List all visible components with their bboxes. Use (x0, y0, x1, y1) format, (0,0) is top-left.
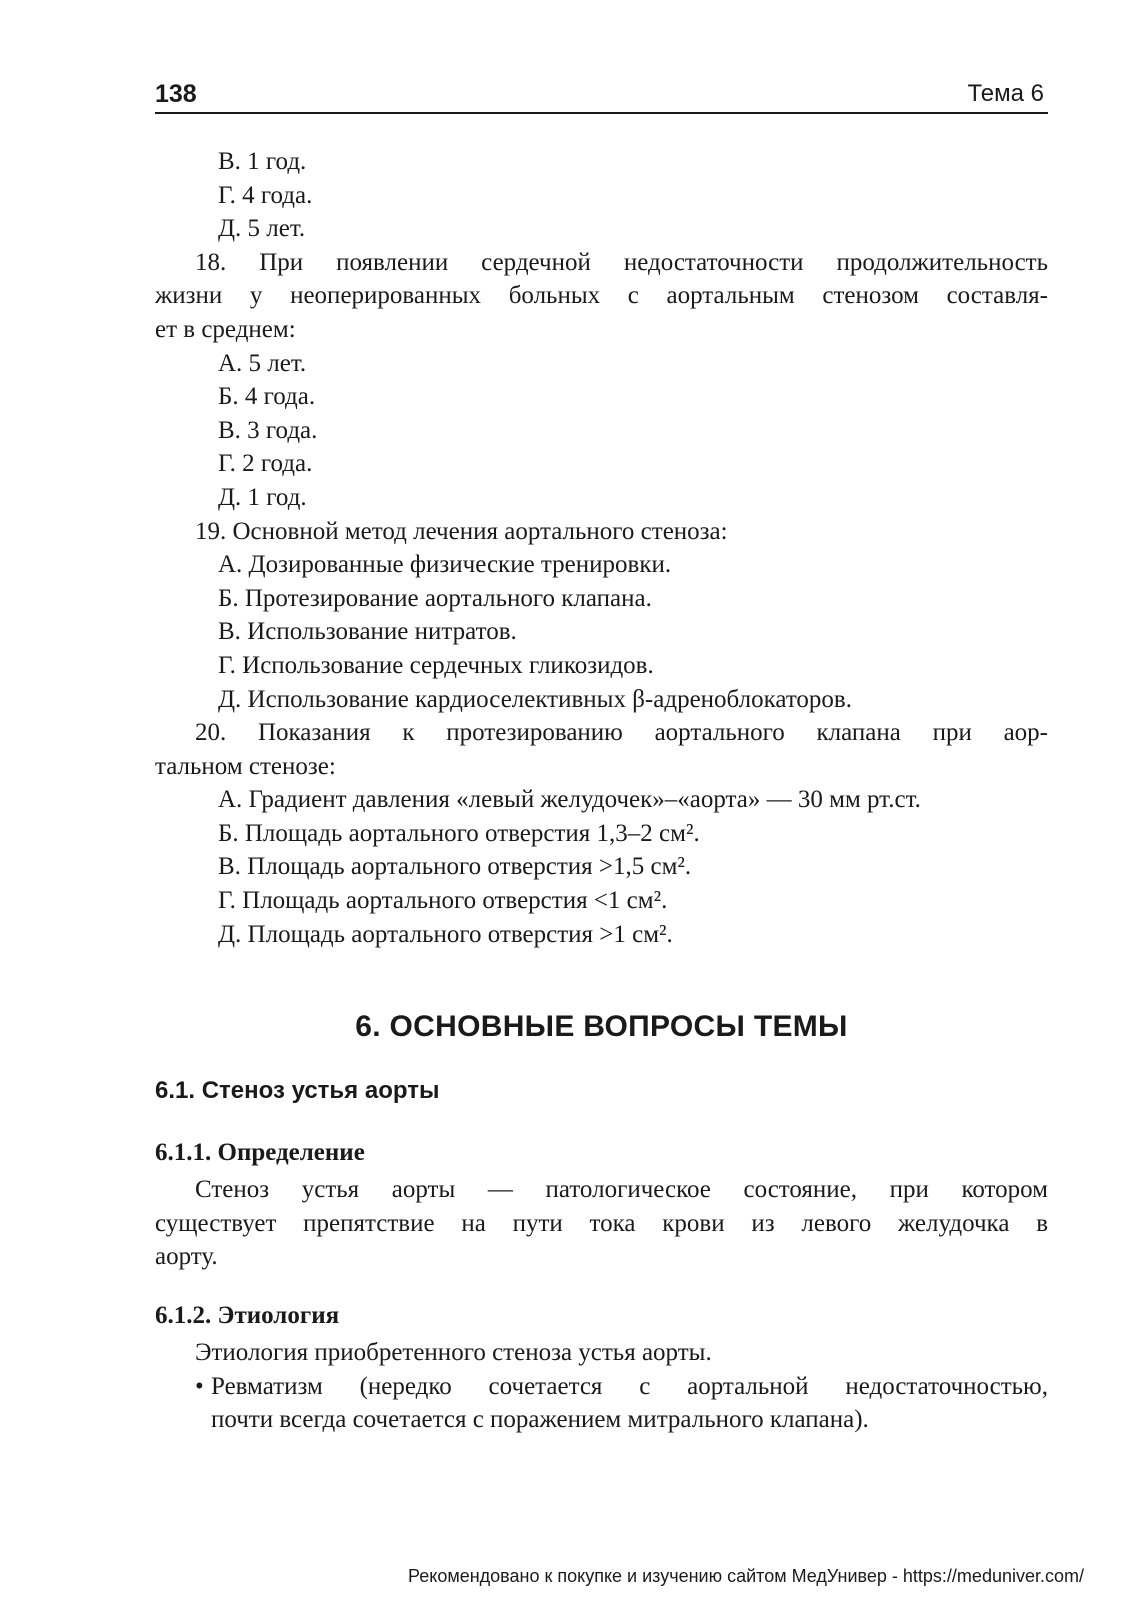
answer-option: Д. 1 год. (218, 483, 307, 511)
answer-option: А. Дозированные физические тренировки. (218, 551, 672, 579)
bullet-text: почти всегда сочетается с поражением митрального клапана). (211, 1406, 869, 1434)
definition-paragraph: Стеноз устья аорты — патологическое состояние, при котором (195, 1176, 1048, 1204)
question-20-text: 20. Показания к протезированию аортального клапана при аор- (195, 719, 1048, 747)
answer-option: Г. 4 года. (218, 181, 313, 209)
question-19-text: 19. Основной метод лечения аортального стеноза: (195, 517, 728, 545)
answer-option: Д. Использование кардиоселективных β-адреноблокаторов. (218, 685, 852, 713)
definition-paragraph: существует препятствие на пути тока крови из левого желудочка в (155, 1209, 1048, 1237)
answer-option: Б. Протезирование аортального клапана. (218, 584, 652, 612)
running-title: Тема 6 (967, 80, 1044, 107)
question-20-text: тальном стенозе: (155, 752, 336, 780)
answer-option: В. Использование нитратов. (218, 618, 517, 646)
answer-option: Д. 5 лет. (218, 215, 306, 243)
footer-note: Рекомендовано к покупке и изучению сайтом МедУнивер - https://meduniver.com/ (408, 1566, 1084, 1586)
bullet-item (155, 1370, 1048, 1404)
bullet-text: Ревматизм (нередко сочетается с аортальной недостаточностью, (211, 1372, 1048, 1400)
definition-heading: 6.1.1. Определение (155, 1139, 365, 1167)
subsection-heading: 6.1. Стеноз устья аорты (155, 1077, 440, 1105)
etiology-intro: Этиология приобретенного стеноза устья аорты. (195, 1339, 712, 1367)
answer-option: Г. Площадь аортального отверстия <1 см². (218, 887, 668, 915)
bullet-icon: • (195, 1372, 204, 1400)
page-number: 138 (155, 80, 197, 108)
page-content (155, 145, 1048, 1437)
spacer (155, 951, 1048, 997)
answer-option: В. Площадь аортального отверстия >1,5 см². (218, 853, 692, 881)
answer-option: А. 5 лет. (218, 349, 307, 377)
answer-option: Г. 2 года. (218, 450, 313, 478)
section-heading: 6. ОСНОВНЫЕ ВОПРОСЫ ТЕМЫ (355, 1010, 848, 1044)
answer-option: Б. 4 года. (218, 383, 316, 411)
question-18-text: жизни у неоперированных больных с аортальным стенозом составля- (155, 282, 1048, 310)
definition-paragraph: аорту. (155, 1243, 218, 1271)
etiology-heading: 6.1.2. Этиология (155, 1302, 340, 1330)
answer-option: Д. Площадь аортального отверстия >1 см². (218, 920, 673, 948)
answer-option: В. 1 год. (218, 148, 307, 175)
question-18-text: ет в среднем: (155, 315, 296, 343)
answer-option: Б. Площадь аортального отверстия 1,3–2 см². (218, 819, 700, 847)
answer-option: А. Градиент давления «левый желудочек»–«аорта» — 30 мм рт.ст. (218, 786, 921, 814)
answer-option: Г. Использование сердечных гликозидов. (218, 651, 654, 679)
page-header (155, 78, 1048, 114)
question-18-text: 18. При появлении сердечной недостаточности продолжительность (195, 248, 1048, 276)
answer-option: В. 3 года. (218, 416, 318, 444)
